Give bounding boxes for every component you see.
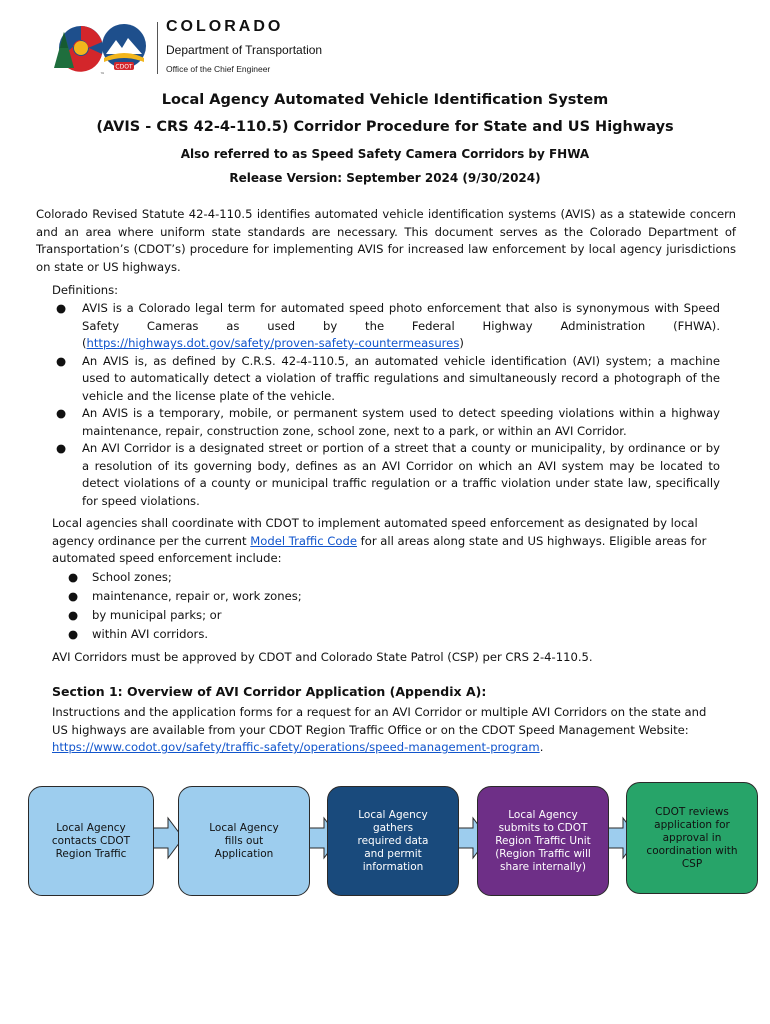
list-item xyxy=(52,405,720,440)
bullet-icon: ● xyxy=(56,301,67,315)
definition-text: An AVIS is a temporary, mobile, or permanent system used to detect speeding violations within a highway maintenance, repair, construction zone, school zone, next to a park, or within an AVI Corridor. xyxy=(82,406,720,438)
cdot-logo-icon xyxy=(50,18,154,80)
process-flow xyxy=(0,780,770,900)
section-1-heading: Section 1: Overview of AVI Corridor Application (Appendix A): xyxy=(52,684,487,699)
section-1-text: Instructions and the application forms for a request for an AVI Corridor or multiple AVI Corridors on the state and US highways are available from your CDOT Region Traffic Office or on the CDOT Speed Management Website: xyxy=(52,705,707,737)
bullet-icon: ● xyxy=(56,441,67,455)
area-text: by municipal parks; or xyxy=(92,608,222,622)
flow-step-label: Local Agency submits to CDOT Region Traffic Unit (Region Traffic will share internally) xyxy=(495,808,591,873)
logo-badge-text: CDOT xyxy=(115,63,133,71)
definition-text: An AVIS is, as defined by C.R.S. 42-4-110.5, an automated vehicle identification (AVI) system; a machine used to automatically detect a violation of traffic regulations and simultaneously record a photograph of the vehicle and the license plate of the vehicle. xyxy=(82,353,720,403)
bullet-icon: ● xyxy=(68,627,79,641)
approval-statement: AVI Corridors must be approved by CDOT and Colorado State Patrol (CSP) per CRS 2-4-110.5. xyxy=(52,650,593,664)
section-1-paragraph xyxy=(52,704,712,757)
letterhead xyxy=(50,18,370,80)
flow-step-3 xyxy=(327,786,459,896)
document-subtitle: Also referred to as Speed Safety Camera Corridors by FHWA xyxy=(180,147,590,161)
intro-paragraph: Colorado Revised Statute 42-4-110.5 identifies automated vehicle identification systems (AVIS) as a statewide concern and an area where uniform state standards are necessary. This document serves as the Colorado Department of Transportation’s (CDOT’s) procedure for implementing AVIS for increased law enforcement by local agency jurisdictions on state or US highways. xyxy=(36,207,736,274)
flow-step-label: Local Agency gathers required data and permit information xyxy=(357,808,429,873)
model-traffic-code-link[interactable]: Model Traffic Code xyxy=(250,533,357,548)
area-text: maintenance, repair or, work zones; xyxy=(92,589,302,603)
definitions-list xyxy=(52,300,720,510)
bullet-icon: ● xyxy=(68,570,79,584)
bullet-icon: ● xyxy=(68,589,79,603)
fhwa-countermeasures-link[interactable]: https://highways.dot.gov/safety/proven-safety-countermeasures xyxy=(86,336,460,350)
bullet-icon: ● xyxy=(56,406,67,420)
bullet-icon: ● xyxy=(56,353,67,368)
trademark-mark: ™ xyxy=(100,72,105,78)
list-item xyxy=(52,440,720,510)
definition-text: An AVI Corridor is a designated street or portion of a street that a county or municipality, by ordinance or by a resolution of its governing body, defines as an AVI Corridor on which an AVI system may be located to detect violations of a county or municipal traffic regulation or a traffic violation under state law, specifically for speed violations. xyxy=(82,441,720,508)
list-item xyxy=(66,587,302,606)
definitions-label: Definitions: xyxy=(52,283,119,297)
flow-step-label: Local Agency contacts CDOT Region Traffic xyxy=(51,821,131,860)
coordination-text: Local agencies shall coordinate with CDOT to implement automated speed enforcement as designated by local agency ordinance per the current xyxy=(52,516,698,548)
list-item xyxy=(66,568,302,587)
department-name: Department of Transportation xyxy=(166,43,323,57)
definition-text: AVIS is a Colorado legal term for automated speed photo enforcement that also is synonymous with Speed Safety Cameras as used by the Federal Highway Administration (FHWA). xyxy=(82,301,720,333)
logo-divider xyxy=(157,22,158,74)
flow-step-2 xyxy=(178,786,310,896)
flow-step-1 xyxy=(28,786,154,896)
flow-step-5 xyxy=(626,782,758,894)
flow-step-label: Local Agency fills out Application xyxy=(209,821,279,860)
org-name: COLORADO xyxy=(166,18,284,35)
coordination-paragraph xyxy=(52,515,720,568)
area-text: School zones; xyxy=(92,570,172,584)
list-item xyxy=(52,353,720,406)
flow-step-4 xyxy=(477,786,609,896)
section-1-period: . xyxy=(539,740,544,754)
speed-management-link[interactable]: https://www.codot.gov/safety/traffic-safety/operations/speed-management-program xyxy=(52,740,540,754)
list-item xyxy=(66,606,302,625)
list-item xyxy=(66,625,302,644)
bullet-icon: ● xyxy=(68,608,79,622)
document-title-line1: Local Agency Automated Vehicle Identification System xyxy=(161,92,609,108)
list-item: ● AVIS is a Colorado legal term for automated speed photo enforcement that also is synonymous with Speed Safety Cameras as used by the Federal Highway Administration (FHWA). (https://highways.dot.gov/safety/proven-safety-countermeasures) xyxy=(56,301,720,350)
flow-step-label: CDOT reviews application for approval in coordination with CSP xyxy=(646,805,738,870)
eligible-areas-list xyxy=(66,568,302,644)
release-version: Release Version: September 2024 (9/30/2024) xyxy=(229,171,541,185)
office-name: Office of the Chief Engineer xyxy=(166,64,271,74)
area-text: within AVI corridors. xyxy=(92,627,209,641)
coordination-text-end: for all areas along state and US highways. Eligible areas for automated speed enforcement include: xyxy=(52,533,707,565)
document-title-line2: (AVIS - CRS 42-4-110.5) Corridor Procedure for State and US Highways xyxy=(96,119,674,135)
